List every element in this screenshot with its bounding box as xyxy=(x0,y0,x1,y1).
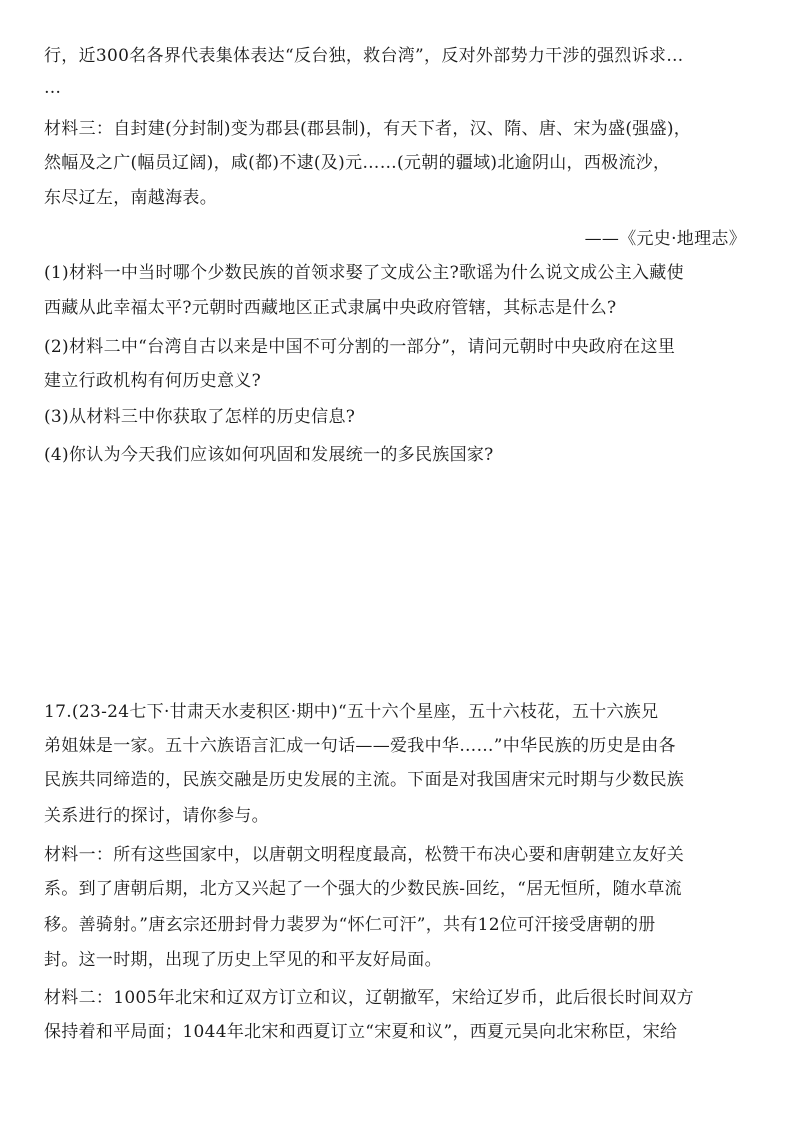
q17-material-one: 封。这一时期，出现了历史上罕见的和平友好局面。 xyxy=(44,950,442,970)
question-line: (1)材料一中当时哪个少数民族的首领求娶了文成公主?歌谣为什么说文成公主入藏使 xyxy=(44,263,684,283)
q17-material-one: 材料一：所有这些国家中，以唐朝文明程度最高，松赞干布决心要和唐朝建立友好关 xyxy=(44,845,685,865)
source-citation: ——《元史·地理志》 xyxy=(584,229,746,249)
q17-material-one: 系。到了唐朝后期，北方又兴起了一个强大的少数民族-回纥，“居无恒所，随水草流 xyxy=(44,879,682,899)
q17-line: 17.(23-24七下·甘肃天水麦积区·期中)“五十六个星座，五十六枝花，五十六族兄 xyxy=(44,702,659,722)
question-line: (3)从材料三中你获取了怎样的历史信息? xyxy=(44,407,356,427)
q17-material-two: 保持着和平局面；1044年北宋和西夏订立“宋夏和议”，西夏元昊向北宋称臣，宋给 xyxy=(44,1022,678,1042)
material-three-line: 东尽辽左，南越海表。 xyxy=(44,188,217,208)
material-three-line: 材料三：自封建(分封制)变为郡县(郡县制)，有天下者，汉、隋、唐、宋为盛(强盛)， xyxy=(44,119,692,139)
material-three-line: 然幅及之广(幅员辽阔)，咸(都)不逮(及)元……(元朝的疆域)北逾阴山，西极流沙， xyxy=(44,153,671,173)
q17-line: 关系进行的探讨，请你参与。 xyxy=(44,806,269,826)
q17-material-two: 材料二：1005年北宋和辽双方订立和议，辽朝撤军，宋给辽岁币，此后很长时间双方 xyxy=(44,988,694,1008)
q17-material-one: 移。善骑射。”唐玄宗还册封骨力裴罗为“怀仁可汗”，共有12位可汗接受唐朝的册 xyxy=(44,915,656,935)
q17-line: 民族共同缔造的，民族交融是历史发展的主流。下面是对我国唐宋元时期与少数民族 xyxy=(44,770,685,790)
question-line: (4)你认为今天我们应该如何巩固和发展统一的多民族国家? xyxy=(44,445,494,465)
q17-line: 弟姐妹是一家。五十六族语言汇成一句话——爱我中华……”中华民族的历史是由各 xyxy=(44,736,676,756)
question-line: (2)材料二中“台湾自古以来是中国不可分割的一部分”，请问元朝时中央政府在这里 xyxy=(44,337,676,357)
question-line: 西藏从此幸福太平?元朝时西藏地区正式隶属中央政府管辖，其标志是什么? xyxy=(44,298,617,318)
text-line: 行，近300名各界代表集体表达“反台独，救台湾”，反对外部势力干涉的强烈诉求… xyxy=(44,46,684,66)
question-line: 建立行政机构有何历史意义? xyxy=(44,371,262,391)
text-line: … xyxy=(44,78,62,98)
